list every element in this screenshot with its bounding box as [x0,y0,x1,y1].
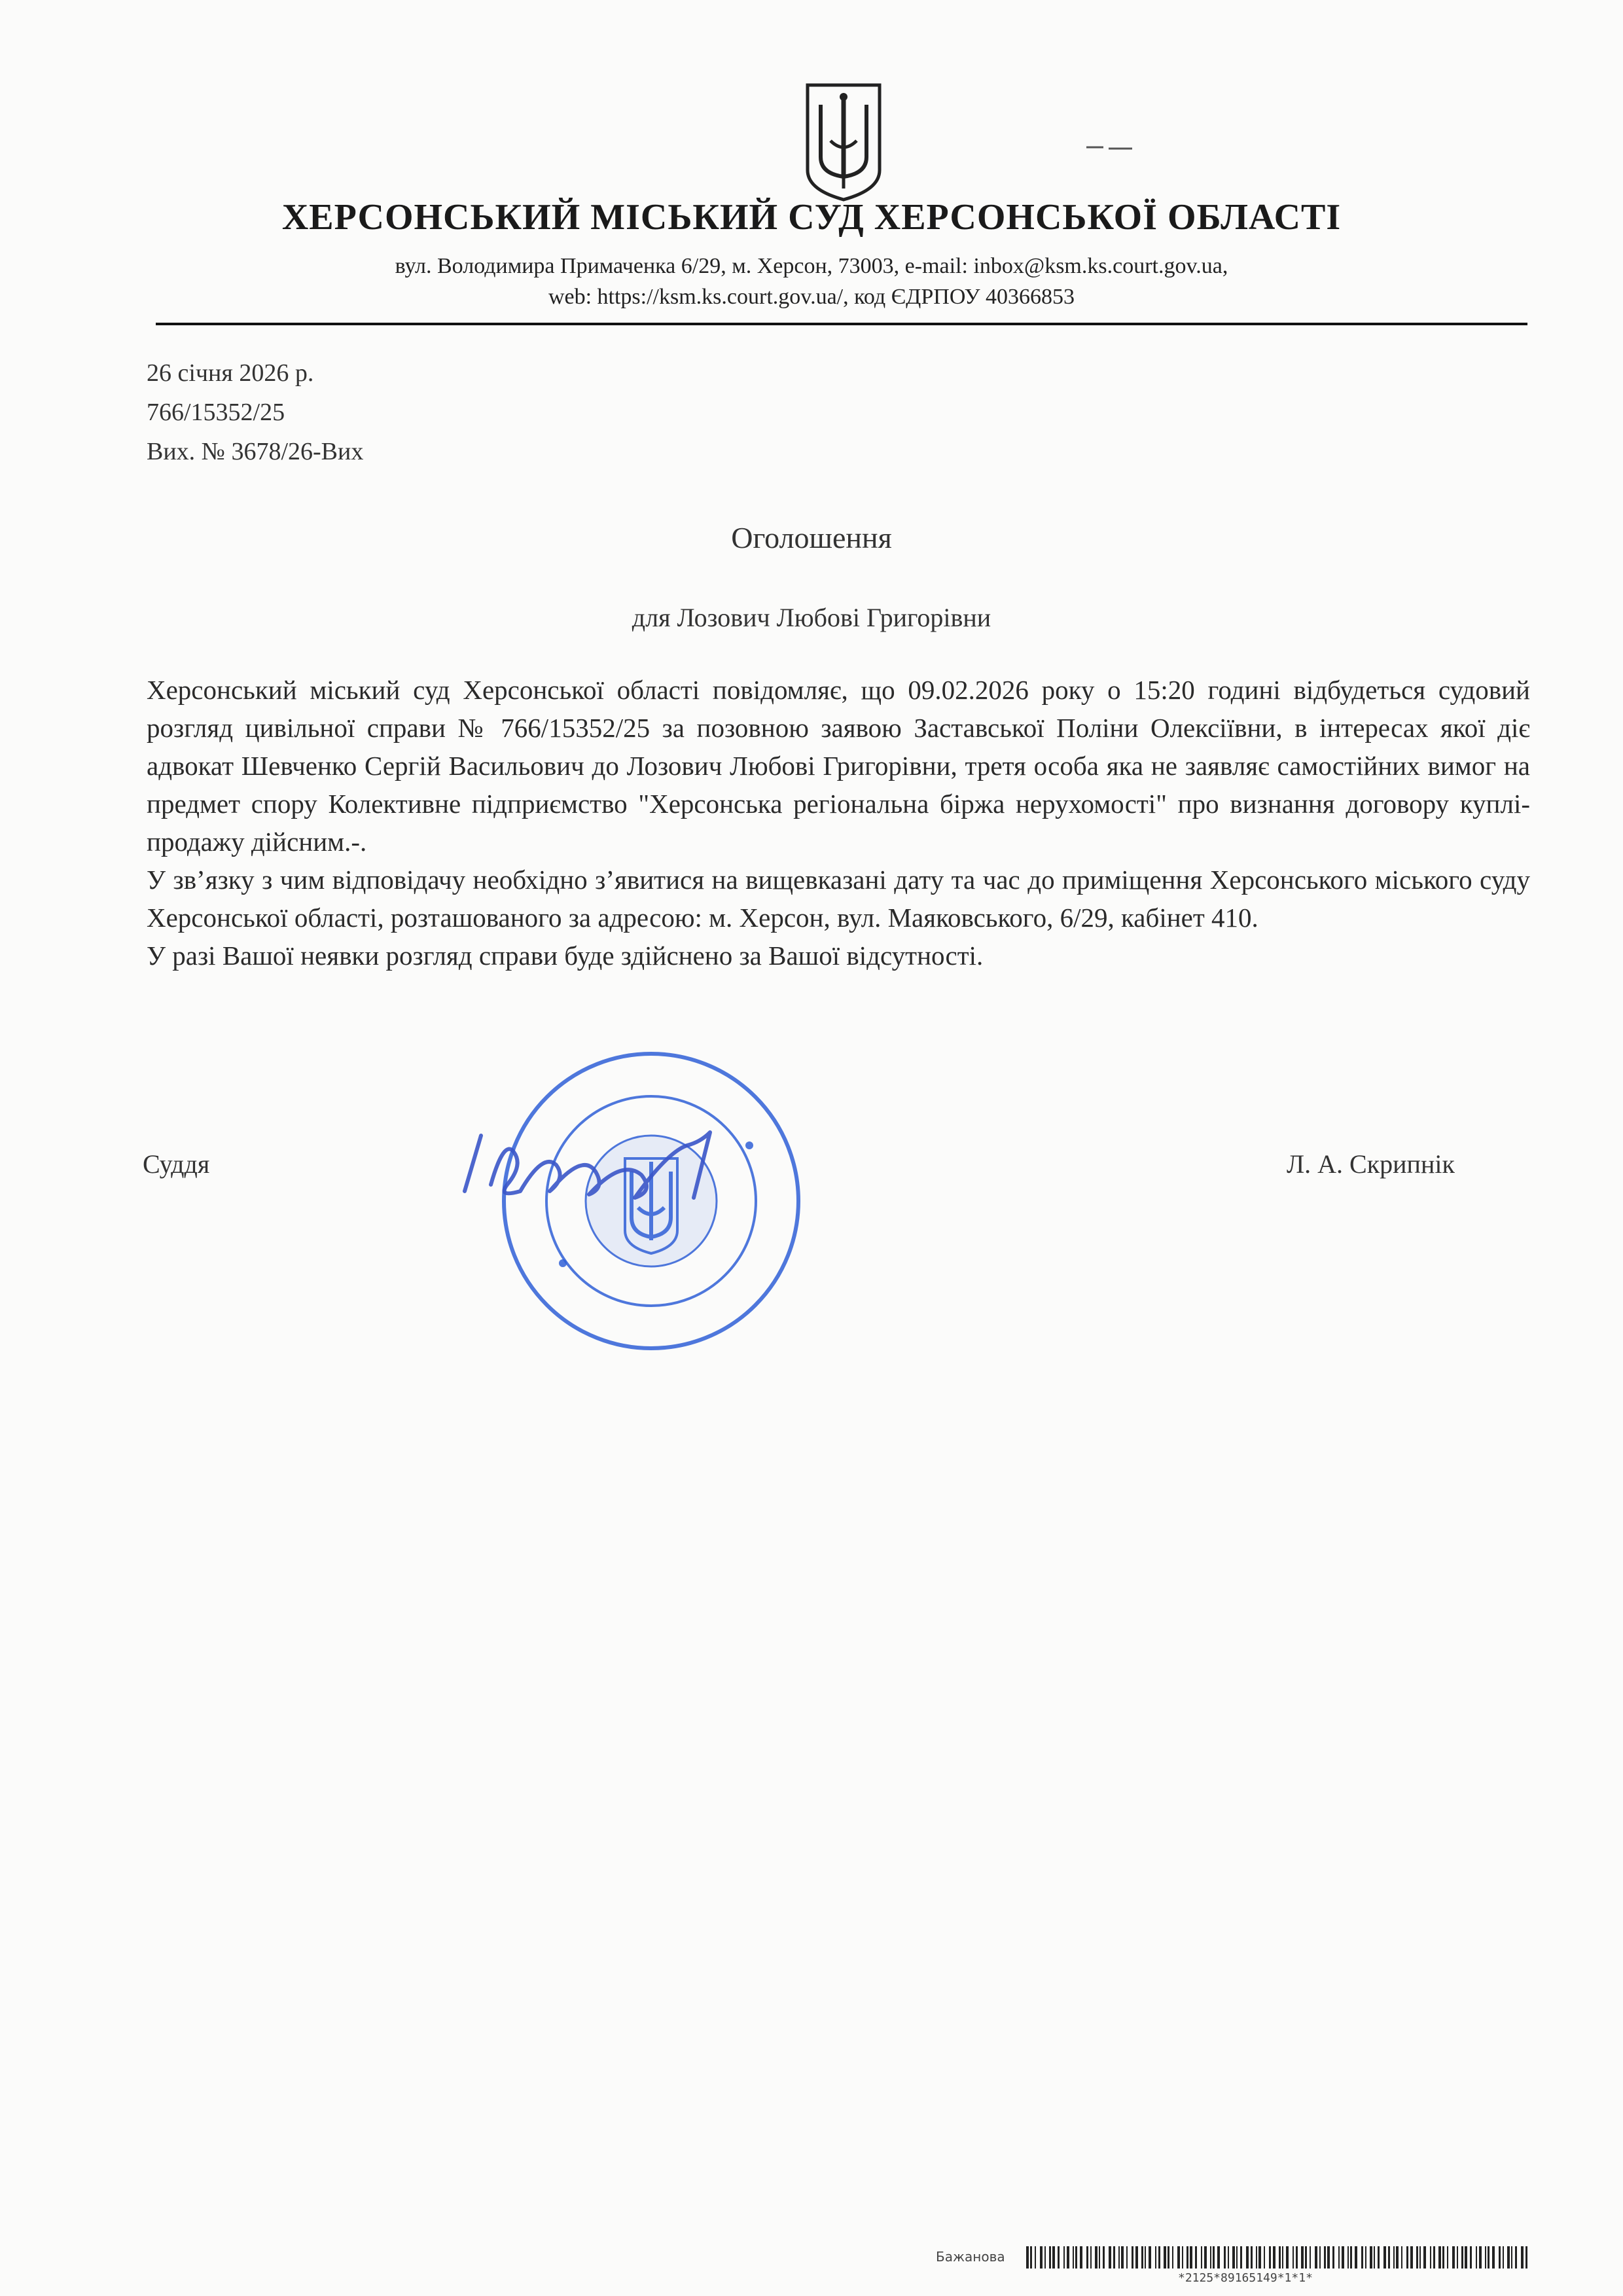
barcode-bar [1279,2246,1281,2269]
barcode-bar [1327,2246,1330,2269]
barcode-bar [1361,2246,1363,2269]
barcode-bar [1416,2246,1418,2269]
barcode-bar [1186,2246,1188,2269]
barcode-bar [1406,2246,1408,2269]
barcode-bar [1476,2246,1477,2269]
barcode-bar [1035,2246,1036,2269]
barcode-bar [1410,2246,1413,2269]
barcode-bar [1256,2246,1257,2269]
barcode-bar [1388,2246,1390,2269]
barcode-bar [1118,2246,1120,2269]
barcode-bar [1113,2246,1115,2269]
barcode-bar [1324,2246,1326,2269]
barcode-bar [1228,2246,1229,2269]
barcode-bar [1155,2246,1156,2269]
barcode-bar [1240,2246,1242,2269]
barcode-bar [1164,2246,1166,2269]
barcode-bar [1310,2246,1311,2269]
barcode-bar [1269,2246,1271,2269]
barcode-bar [1301,2246,1304,2269]
barcode-bar [1507,2246,1510,2269]
barcode-bar [1086,2246,1088,2269]
barcode-bar [1073,2246,1074,2269]
barcode-bar [1419,2246,1421,2269]
barcode-bar [1158,2246,1160,2269]
barcode-code: *2125*89165149*1*1* [1178,2271,1313,2285]
barcode-bar [1217,2246,1220,2269]
barcode-bar [1204,2246,1207,2269]
barcode-bar [1525,2246,1527,2269]
barcode-bar [1201,2246,1202,2269]
addressee: для Лозович Любові Григорівни [632,603,991,632]
barcode-bar [1058,2246,1060,2269]
barcode-bar [1465,2246,1467,2269]
barcode-bar [1195,2246,1197,2269]
barcode-bar [1438,2246,1441,2269]
barcode-bar [1190,2246,1192,2269]
court-address-line1: вул. Володимира Примаченка 6/29, м. Херсон, 73003, e-mail: inbox@ksm.ks.court.gov.ua, [395,254,1228,278]
barcode-bar [1121,2246,1124,2269]
barcode-bar [1355,2246,1357,2269]
barcode-bar [1293,2246,1294,2269]
barcode-bar [1172,2246,1173,2269]
barcode-bar [1370,2246,1372,2269]
barcode-bar [1350,2246,1352,2269]
barcode-bar [1182,2246,1183,2269]
notice-body [147,671,1530,975]
barcode-bar [1168,2246,1169,2269]
barcode-bar [1246,2246,1249,2269]
document-title: Оголошення [731,521,892,554]
barcode-bar [1052,2246,1055,2269]
barcode-bar [1383,2246,1386,2269]
barcode-bar [1452,2246,1455,2269]
judge-role: Суддя [143,1149,210,1179]
barcode-bar [1319,2246,1321,2269]
barcode-bar [1332,2246,1334,2269]
barcode-bar [1080,2246,1082,2269]
barcode-bar [1135,2246,1138,2269]
trident-emblem-icon [801,79,886,203]
barcode-bar [1342,2246,1344,2269]
barcode-bar [1338,2246,1340,2269]
barcode-bar [1224,2246,1226,2269]
barcode-bar [1040,2246,1043,2269]
barcode-bar [1026,2246,1029,2269]
notice-paragraph-2: У зв’язку з чим відповідачу необхідно з’явитися на вищевказані дату та час до приміщення Херсонського міського суду Херсонської області, розташованого за адресою: м. Херсон, вул. Маяковського, 6/29, кабінет 410. [147,865,1530,933]
barcode-bar [1264,2246,1265,2269]
barcode-bar [1149,2246,1151,2269]
barcode-bar [1251,2246,1253,2269]
barcode-bar [1430,2246,1431,2269]
barcode-bar [1145,2246,1146,2269]
barcode-bar [1485,2246,1486,2269]
barcode-bar [1273,2246,1275,2269]
barcode-bar [1457,2246,1458,2269]
barcode-bar [1492,2246,1495,2269]
barcode-bar [1488,2246,1489,2269]
barcode-bar [1503,2246,1504,2269]
barcode-bar [1030,2246,1032,2269]
barcode-bar [1374,2246,1375,2269]
barcode-bar [1305,2246,1307,2269]
barcode-bar [1447,2246,1448,2269]
barcode-image [1026,2246,1530,2269]
barcode-bar [1103,2246,1105,2269]
court-address-line2: web: https://ksm.ks.court.gov.ua/, код ЄДРПОУ 40366853 [548,285,1075,309]
court-name: ХЕРСОНСЬКИЙ МІСЬКИЙ СУД ХЕРСОНСЬКОЇ ОБЛАСТІ [281,197,1342,238]
barcode-bar [1521,2246,1524,2269]
scan-mark [1086,145,1132,151]
header-divider [156,323,1527,325]
barcode-bar [1461,2246,1463,2269]
barcode-bar [1396,2246,1399,2269]
barcode-bar [1347,2246,1349,2269]
barcode-bar [1063,2246,1065,2269]
barcode-bar [1393,2246,1395,2269]
barcode-bar [1378,2246,1380,2269]
barcode-bar [1282,2246,1283,2269]
barcode-bar [1515,2246,1517,2269]
barcode-bar [1258,2246,1261,2269]
barcode-bar [1296,2246,1298,2269]
outgoing-number: Вих. № 3678/26-Вих [147,438,364,465]
judge-signature [452,1113,733,1217]
barcode-bar [1286,2246,1289,2269]
barcode-bar [1141,2246,1143,2269]
barcode-bar [1470,2246,1472,2269]
barcode-bar [1109,2246,1111,2269]
barcode-owner: Бажанова [936,2249,1005,2265]
document-date: 26 січня 2026 р. [147,359,314,387]
barcode-bar [1126,2246,1128,2269]
barcode-bar [1049,2246,1051,2269]
barcode-bar [1044,2246,1046,2269]
barcode-bar [1479,2246,1482,2269]
barcode-bar [1442,2246,1444,2269]
case-number: 766/15352/25 [147,399,285,426]
barcode-bar [1132,2246,1133,2269]
barcode-bar [1423,2246,1426,2269]
notice-paragraph-1: Херсонський міський суд Херсонської області повідомляє, що 09.02.2026 року о 15:20 годині відбудеться судовий розгляд цивільної справи № 766/15352/25 за позовною заявою Заставської Поліни Олексіївни, в інтересах якої діє адвокат Шевченко Сергій Васильович до Лозович Любові Григорівни, третя особа яка не заявляє самостійних вимог на предмет спору Колективне підприємство "Херсонська регіональна біржа нерухомості" про визнання договору куплі-продажу дійсним.-. [147,675,1530,857]
barcode-bar [1499,2246,1501,2269]
barcode-bar [1067,2246,1069,2269]
barcode-bar [1433,2246,1435,2269]
barcode-bar [1090,2246,1092,2269]
barcode-bar [1401,2246,1402,2269]
barcode-bar [1210,2246,1211,2269]
barcode-bar [1511,2246,1512,2269]
barcode-bar [1213,2246,1215,2269]
judge-name: Л. А. Скрипнік [1287,1149,1455,1179]
barcode-bar [1236,2246,1238,2269]
barcode-bar [1075,2246,1077,2269]
barcode-bar [1095,2246,1097,2269]
notice-paragraph-3: У разі Вашої неявки розгляд справи буде здійснено за Вашої відсутності. [147,941,984,971]
barcode-bar [1232,2246,1235,2269]
barcode-bar [1099,2246,1100,2269]
barcode-bar [1315,2246,1317,2269]
barcode-bar [1365,2246,1366,2269]
barcode-bar [1177,2246,1180,2269]
